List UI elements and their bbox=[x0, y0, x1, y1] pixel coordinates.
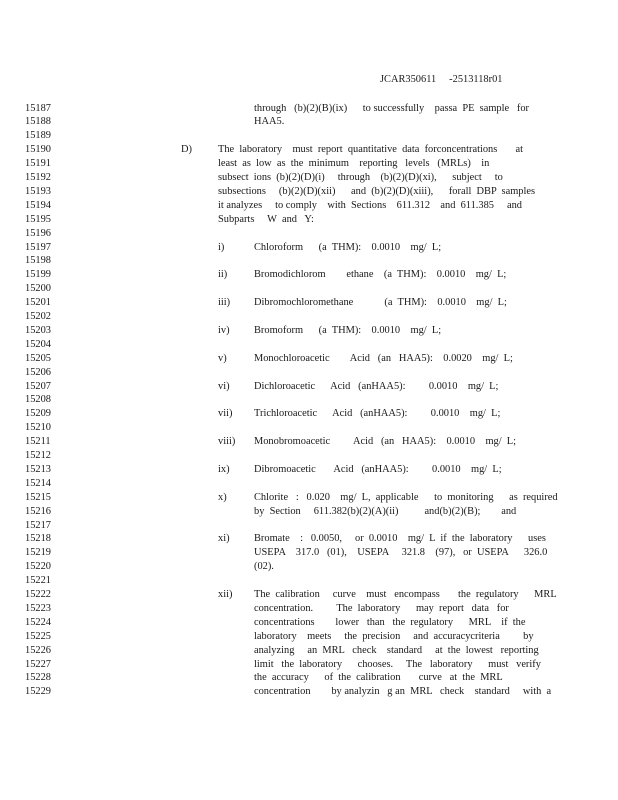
list-item-text-line: Dibromoacetic Acid (anHAA5): 0.0010 mg/ L; bbox=[254, 463, 502, 475]
list-item-text-line: Monochloroacetic Acid (an HAA5): 0.0020 mg/ L; bbox=[254, 352, 513, 364]
list-item-label: x) bbox=[218, 491, 227, 503]
line-number: 15188 bbox=[25, 116, 51, 128]
list-item-text-line: limit the laboratory chooses. The laboratory must verify bbox=[254, 658, 541, 670]
list-item-text-line: Bromodichlorom ethane (a THM): 0.0010 mg/ L; bbox=[254, 269, 507, 281]
line-number: 15226 bbox=[25, 644, 51, 656]
line-number: 15192 bbox=[25, 172, 51, 183]
line-number: 15209 bbox=[25, 408, 51, 420]
line-number: 15218 bbox=[25, 533, 51, 545]
line-number: 15201 bbox=[25, 297, 51, 309]
line-number: 15202 bbox=[25, 311, 51, 322]
document-header: JCAR350611 -2513118r01 bbox=[380, 74, 503, 85]
list-item-label: vii) bbox=[218, 408, 233, 420]
list-item-text-line: the accuracy of the calibration curve at the MRL bbox=[254, 672, 503, 684]
section-d-text-line: least as low as the minimum reporting levels (MRLs) in bbox=[218, 158, 490, 170]
line-number: 15189 bbox=[25, 130, 51, 142]
list-item-text-line: by Section 611.382(b)(2)(A)(ii) and(b)(2)(B); and bbox=[254, 505, 517, 517]
line-number: 15199 bbox=[25, 269, 51, 281]
list-item-label: vi) bbox=[218, 380, 230, 392]
list-item-text-line: Dibromochloromethane (a THM): 0.0010 mg/ L; bbox=[254, 297, 507, 309]
list-item-label: xii) bbox=[218, 589, 233, 600]
list-item-text-line: (02). bbox=[254, 561, 274, 573]
list-item-label: i) bbox=[218, 241, 225, 253]
section-d-text-line: The laboratory must report quantitative data forconcentrations at bbox=[218, 144, 523, 156]
line-number: 15197 bbox=[25, 241, 51, 253]
line-number: 15193 bbox=[25, 185, 51, 197]
line-number: 15223 bbox=[25, 602, 51, 614]
line-number: 15203 bbox=[25, 324, 51, 336]
line-number: 15204 bbox=[25, 338, 51, 350]
section-d-label: D) bbox=[181, 144, 192, 156]
line-number: 15187 bbox=[25, 102, 51, 114]
line-number: 15198 bbox=[25, 255, 51, 267]
line-number: 15215 bbox=[25, 491, 51, 503]
line-number: 15191 bbox=[25, 158, 51, 170]
list-item-text-line: Dichloroacetic Acid (anHAA5): 0.0010 mg/ L; bbox=[254, 380, 499, 392]
line-number: 15196 bbox=[25, 227, 51, 239]
line-number: 15205 bbox=[25, 352, 51, 364]
list-item-label: iii) bbox=[218, 297, 231, 309]
line-number: 15216 bbox=[25, 505, 51, 517]
line-number: 15225 bbox=[25, 630, 51, 642]
line-number: 15206 bbox=[25, 366, 51, 378]
list-item-text-line: Monobromoacetic Acid (an HAA5): 0.0010 mg/ L; bbox=[254, 436, 517, 448]
line-number: 15213 bbox=[25, 463, 51, 475]
intro-text-line: through (b)(2)(B)(ix) to successfully passa PE sample for bbox=[254, 102, 530, 114]
line-number: 15229 bbox=[25, 686, 51, 698]
list-item-text-line: Bromoform (a THM): 0.0010 mg/ L; bbox=[254, 324, 442, 336]
section-d-text-line: subsections (b)(2)(D)(xii) and (b)(2)(D)(xiii), forall DBP samples bbox=[218, 185, 536, 197]
line-number: 15228 bbox=[25, 672, 51, 684]
list-item-label: xi) bbox=[218, 533, 230, 545]
section-d-text-line: Subparts W and Y: bbox=[218, 213, 314, 225]
section-d-text-line: it analyzes to comply with Sections 611.312 and 611.385 and bbox=[218, 199, 522, 211]
list-item-text-line: Chloroform (a THM): 0.0010 mg/ L; bbox=[254, 241, 442, 253]
line-number: 15219 bbox=[25, 547, 51, 559]
line-number: 15222 bbox=[25, 589, 51, 600]
list-item-text-line: Bromate : 0.0050, or 0.0010 mg/ L if the laboratory uses bbox=[254, 533, 546, 545]
line-number: 15210 bbox=[25, 422, 51, 434]
list-item-label: v) bbox=[218, 352, 227, 364]
list-item-text-line: USEPA 317.0 (01), USEPA 321.8 (97), or USEPA 326.0 bbox=[254, 547, 548, 559]
list-item-text-line: The calibration curve must encompass the regulatory MRL bbox=[254, 589, 557, 600]
list-item-label: ix) bbox=[218, 463, 230, 475]
line-number: 15200 bbox=[25, 283, 51, 295]
line-number: 15194 bbox=[25, 199, 51, 211]
line-number: 15224 bbox=[25, 616, 51, 628]
list-item-label: ii) bbox=[218, 269, 228, 281]
line-number: 15212 bbox=[25, 450, 51, 461]
line-number: 15220 bbox=[25, 561, 51, 573]
list-item-text-line: concentration by analyzin g an MRL check standard with a bbox=[254, 686, 552, 698]
list-item-label: viii) bbox=[218, 436, 236, 448]
intro-text-line: HAA5. bbox=[254, 116, 285, 128]
line-number: 15208 bbox=[25, 394, 51, 406]
list-item-text-line: Chlorite : 0.020 mg/ L, applicable to monitoring as required bbox=[254, 491, 558, 503]
list-item-text-line: laboratory meets the precision and accuracycriteria by bbox=[254, 630, 534, 642]
line-number: 15227 bbox=[25, 658, 51, 670]
line-number: 15207 bbox=[25, 380, 51, 392]
line-number: 15221 bbox=[25, 575, 51, 587]
list-item-text-line: concentration. The laboratory may report data for bbox=[254, 602, 509, 614]
line-number: 15190 bbox=[25, 144, 51, 156]
list-item-text-line: Trichloroacetic Acid (anHAA5): 0.0010 mg/ L; bbox=[254, 408, 501, 420]
line-number: 15214 bbox=[25, 477, 51, 489]
line-number: 15211 bbox=[25, 436, 51, 448]
section-d-text-line: subsect ions (b)(2)(D)(i) through (b)(2)(D)(xi), subject to bbox=[218, 172, 503, 183]
line-number: 15195 bbox=[25, 213, 51, 225]
list-item-label: iv) bbox=[218, 324, 230, 336]
line-number: 15217 bbox=[25, 519, 51, 531]
list-item-text-line: concentrations lower than the regulatory MRL if the bbox=[254, 616, 526, 628]
list-item-text-line: analyzing an MRL check standard at the lowest reporting bbox=[254, 644, 539, 656]
